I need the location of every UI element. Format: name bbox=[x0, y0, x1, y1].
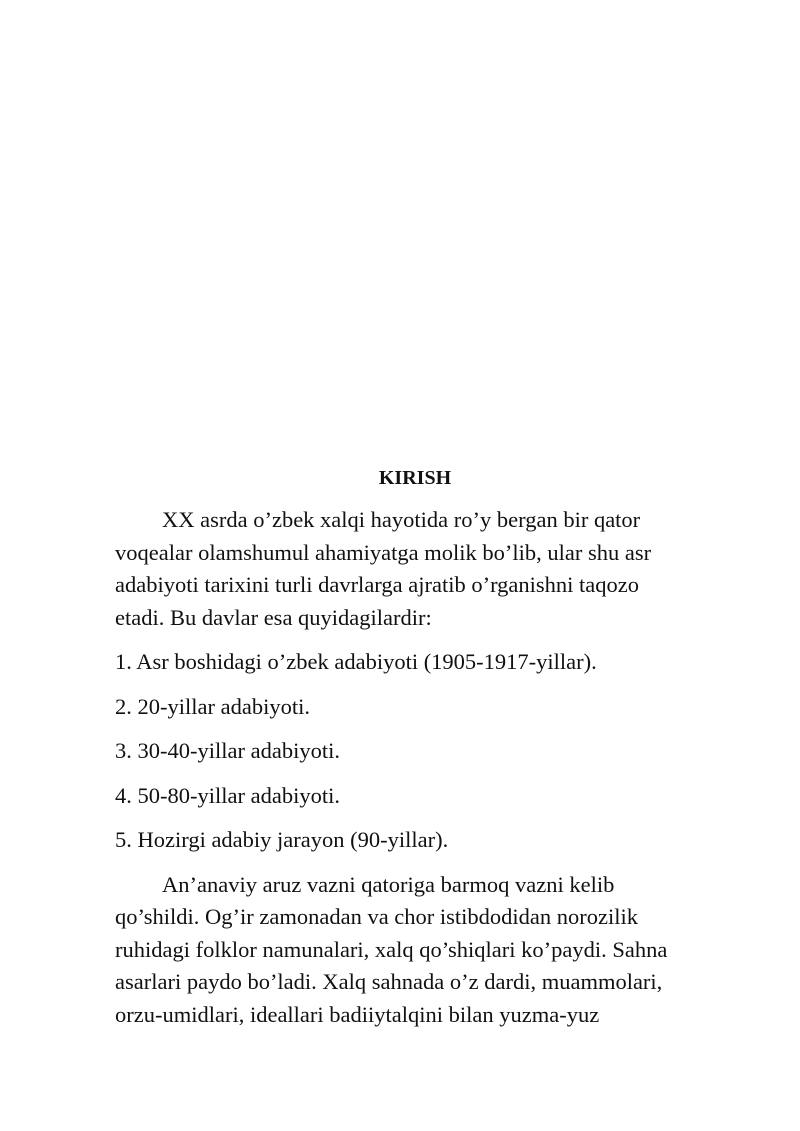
body-paragraph bbox=[115, 869, 715, 1032]
paragraph-line: ruhidagi folklor namunalari, xalq qo’shiqlari ko’paydi. Sahna bbox=[115, 936, 668, 962]
section-heading: KIRISH bbox=[378, 467, 452, 489]
paragraph-line: An’anaviy aruz vazni qatoriga barmoq vazni kelib bbox=[162, 871, 615, 897]
period-list bbox=[115, 646, 715, 857]
list-item: 2. 20-yillar adabiyoti. bbox=[115, 693, 310, 719]
list-item: 4. 50-80-yillar adabiyoti. bbox=[115, 782, 340, 808]
paragraph-line: asarlari paydo bo’ladi. Xalq sahnada o’z dardi, muammolari, bbox=[115, 969, 663, 994]
paragraph-line: orzu-umidlari, ideallari badiiytalqini bilan yuzma-yuz bbox=[115, 1001, 600, 1027]
list-item: 5. Hozirgi adabiy jarayon (90-yillar). bbox=[115, 827, 449, 852]
list-item: 3. 30-40-yillar adabiyoti. bbox=[115, 738, 340, 763]
paragraph-line: XX asrda o’zbek xalqi hayotida ro’y bergan bir qator bbox=[162, 507, 641, 532]
paragraph-line: etadi. Bu davlar esa quyidagilardir: bbox=[115, 604, 432, 630]
paragraph-line: qo’shildi. Og’ir zamonadan va chor istibdodidan norozilik bbox=[115, 904, 639, 929]
intro-paragraph bbox=[115, 504, 715, 634]
paragraph-line: voqealar olamshumul ahamiyatga molik bo’lib, ular shu asr bbox=[115, 539, 652, 565]
document-body bbox=[115, 462, 715, 1031]
list-item: 1. Asr boshidagi o’zbek adabiyoti (1905-1917-yillar). bbox=[115, 649, 597, 674]
paragraph-line: adabiyoti tarixini turli davrlarga ajratib o’rganishni taqozo bbox=[115, 572, 640, 597]
